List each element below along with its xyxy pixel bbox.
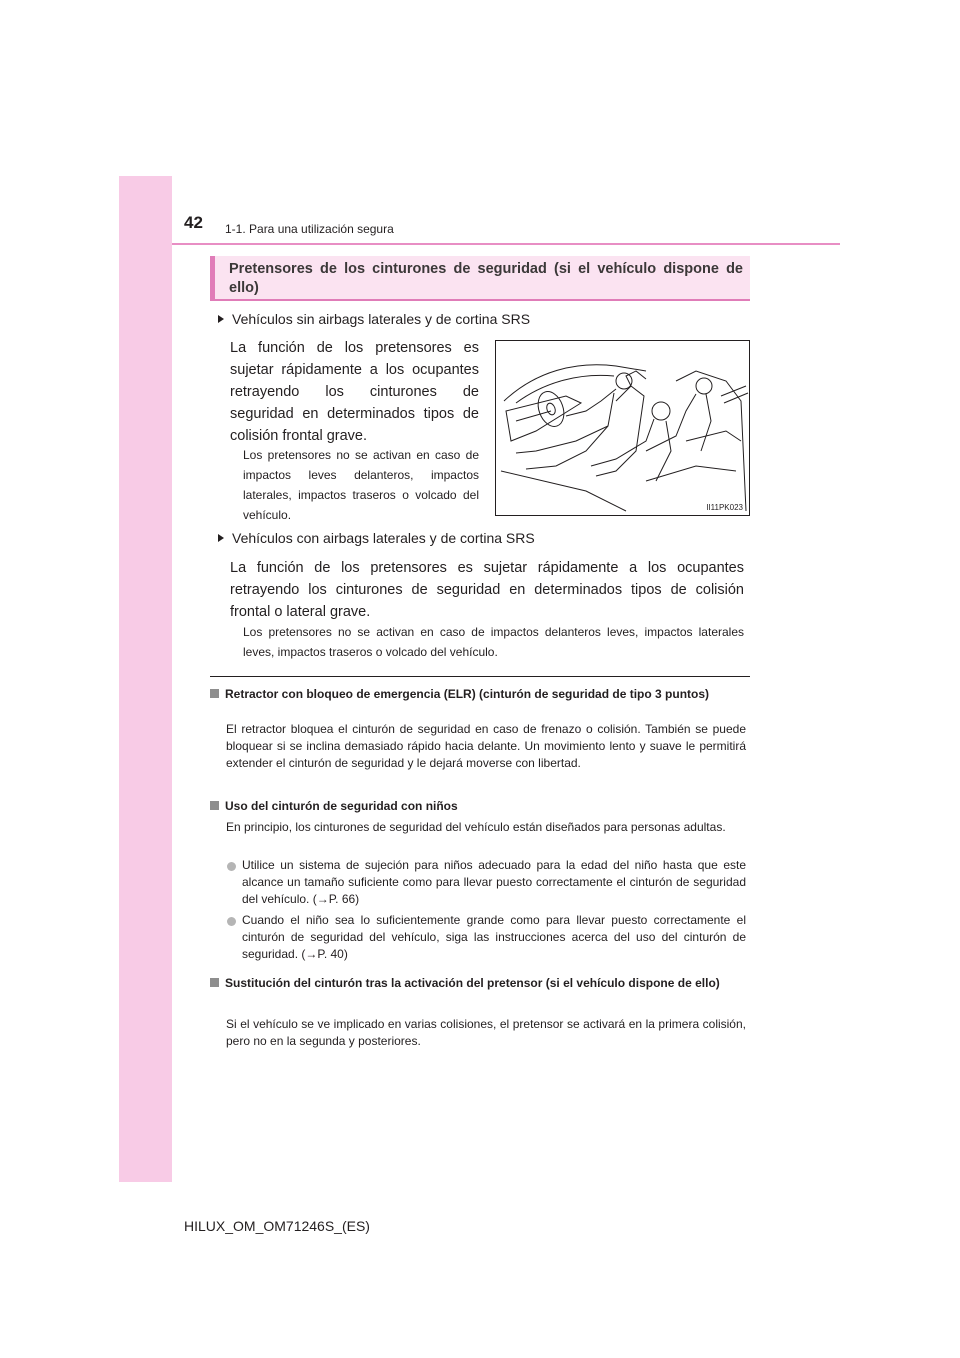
pretensioner-description-a: La función de los pretensores es sujetar rápidamente a los ocupantes retrayendo los cinturones de seguridad en determinados tipos de colisión frontal grave. xyxy=(230,340,479,444)
square-bullet-icon xyxy=(210,689,219,698)
topic-title-box xyxy=(210,256,750,301)
elr-heading: Retractor con bloqueo de emergencia (ELR) (cinturón de seguridad de tipo 3 puntos) xyxy=(210,686,746,703)
page-number: 42 xyxy=(184,213,203,232)
circle-bullet-icon xyxy=(227,917,236,926)
kids-text: En principio, los cinturones de seguridad del vehículo están diseñados para personas adultas. xyxy=(226,820,726,834)
pretensioner-note-a: Los pretensores no se activan en caso de impactos leves delanteros, impactos laterales, impactos traseros o volcado del vehículo. xyxy=(243,448,479,522)
triangle-bullet-icon xyxy=(218,315,224,323)
square-bullet-icon xyxy=(210,978,219,987)
square-bullet-icon xyxy=(210,801,219,810)
pretensioner-note-b: Los pretensores no se activan en caso de impactos delanteros leves, impactos laterales leves, impactos traseros o volcado del vehículo. xyxy=(243,625,744,659)
replace-heading: Sustitución del cinturón tras la activación del pretensor (si el vehículo dispone de ello) xyxy=(210,975,746,992)
page-side-tab xyxy=(119,176,172,1182)
car-interior-illustration xyxy=(496,341,749,515)
elr-text: El retractor bloquea el cinturón de seguridad en caso de frenazo o colisión. También se puede bloquear si se inclina demasiado rápido hacia delante. Un movimiento lento y suave le permitirá extender el cinturón de seguridad y le dejará moverse con libertad. xyxy=(226,722,746,770)
subtitle-with-airbags: Vehículos con airbags laterales y de cortina SRS xyxy=(218,530,535,546)
pretensioner-description-b: La función de los pretensores es sujetar rápidamente a los ocupantes retrayendo los cinturones de seguridad en determinados tipos de colisión frontal o lateral grave. xyxy=(230,560,744,620)
section-title: 1-1. Para una utilización segura xyxy=(225,222,394,236)
header-rule xyxy=(172,243,840,245)
occupants-illustration xyxy=(495,340,750,516)
section-divider xyxy=(210,676,750,677)
subtitle-without-airbags: Vehículos sin airbags laterales y de cortina SRS xyxy=(218,311,530,327)
replace-text: Si el vehículo se ve implicado en varias colisiones, el pretensor se activará en la primera colisión, pero no en la segunda y posteriores. xyxy=(226,1017,746,1048)
document-footer: HILUX_OM_OM71246S_(ES) xyxy=(184,1218,370,1234)
kids-bullet-1: Utilice un sistema de sujeción para niños adecuado para la edad del niño hasta que este alcance un tamaño suficiente como para llevar puesto correctamente el cinturón de seguridad del vehículo. (→P. 66) xyxy=(242,858,746,906)
topic-title: Pretensores de los cinturones de seguridad (si el vehículo dispone de ello) xyxy=(229,261,743,296)
kids-bullet-2: Cuando el niño sea lo suficientemente grande como para llevar puesto correctamente el cinturón de seguridad del vehículo, siga las instrucciones acerca del uso del cinturón de seguridad. (→P. 40) xyxy=(242,913,746,961)
figure-id: II11PK023 xyxy=(706,503,743,512)
triangle-bullet-icon xyxy=(218,534,224,542)
circle-bullet-icon xyxy=(227,862,236,871)
kids-heading: Uso del cinturón de seguridad con niños xyxy=(210,798,746,815)
